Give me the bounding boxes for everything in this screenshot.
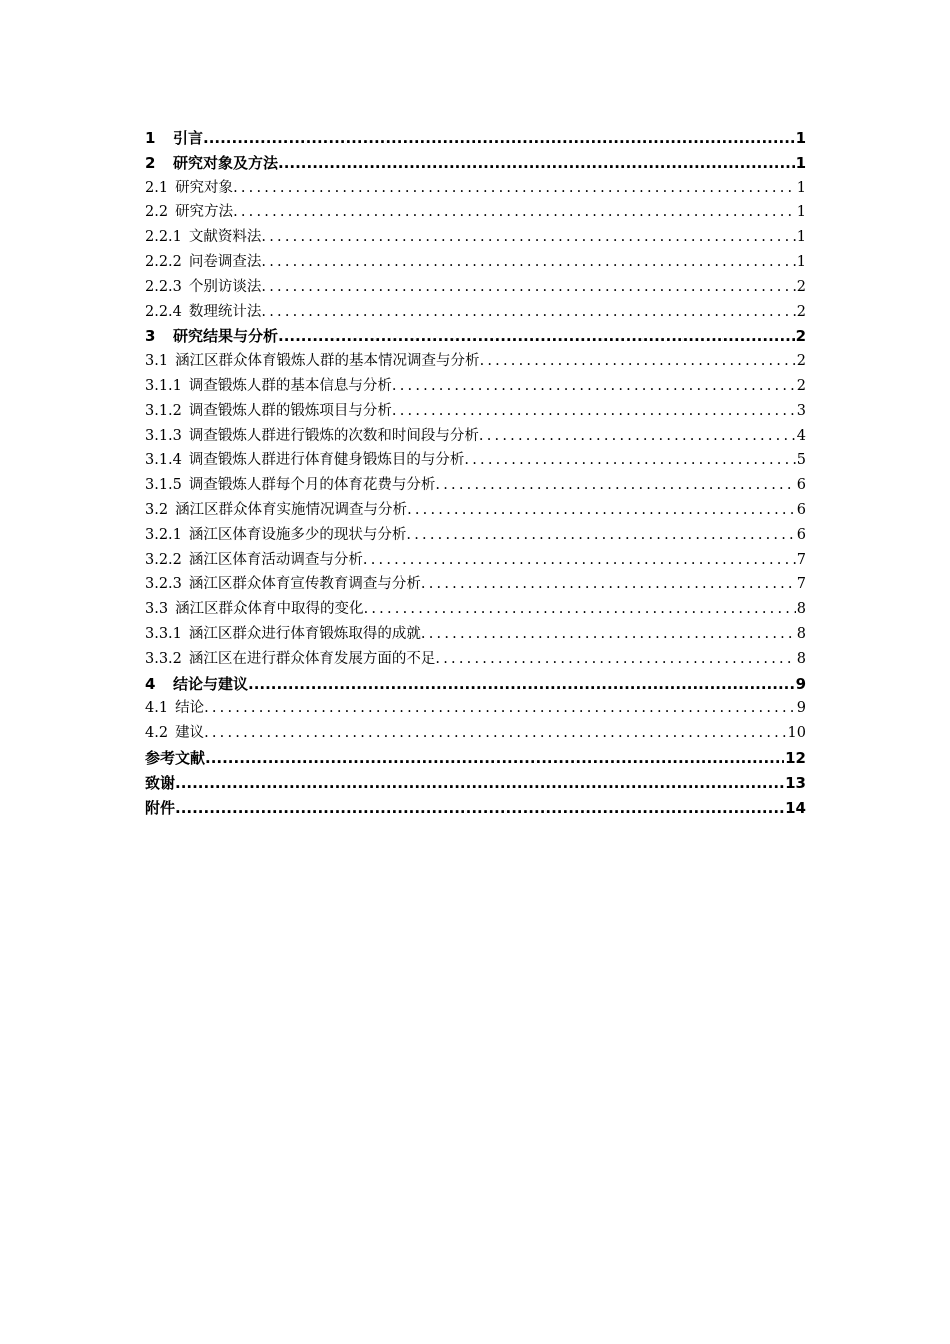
toc-entry-number: 3.3.1 xyxy=(145,625,182,642)
toc-entry-page: 9 xyxy=(795,674,806,693)
toc-entry-number: 2.2.1 xyxy=(145,229,182,246)
toc-entry-page: 1 xyxy=(795,153,806,172)
toc-entry-title: 调查锻炼人群的锻炼项目与分析 xyxy=(188,402,392,419)
toc-dot-leader xyxy=(248,672,795,697)
toc-dot-leader xyxy=(261,275,795,300)
toc-entry-page: 4 xyxy=(796,427,806,444)
toc-dot-leader xyxy=(392,374,796,399)
toc-entry-title: 研究方法 xyxy=(175,204,234,221)
toc-dot-leader xyxy=(203,126,795,151)
toc-entry-title: 调查锻炼人群进行锻炼的次数和时间段与分析 xyxy=(188,427,479,444)
toc-dot-leader xyxy=(204,721,786,746)
toc-entry-page: 13 xyxy=(785,773,806,792)
toc-entry[interactable] xyxy=(145,746,806,771)
toc-entry-number: 3.1.1 xyxy=(145,377,182,394)
toc-dot-leader xyxy=(175,796,784,821)
toc-entry-page: 9 xyxy=(796,700,806,717)
toc-entry-number: 2.1 xyxy=(145,179,169,196)
toc-dot-leader xyxy=(233,200,796,225)
toc-entry-page: 6 xyxy=(796,477,806,494)
toc-dot-leader xyxy=(407,498,796,523)
toc-entry-page: 2 xyxy=(795,327,806,346)
toc-dot-leader xyxy=(435,473,795,498)
toc-dot-leader xyxy=(479,424,796,449)
toc-entry-page: 3 xyxy=(796,402,806,419)
toc-entry-title: 结论 xyxy=(175,700,205,717)
toc-entry-number: 3.1.2 xyxy=(145,402,182,419)
toc-entry[interactable] xyxy=(145,473,806,498)
toc-entry[interactable] xyxy=(145,324,806,349)
toc-dot-leader xyxy=(278,151,795,176)
toc-dot-leader xyxy=(204,696,796,721)
toc-entry-page: 1 xyxy=(795,129,806,147)
toc-entry-number: 1 xyxy=(145,129,156,147)
toc-entry-title: 调查锻炼人群的基本信息与分析 xyxy=(188,377,392,394)
toc-dot-leader xyxy=(392,399,796,424)
toc-entry-number: 4.1 xyxy=(145,700,169,717)
toc-entry-title: 调查锻炼人群进行体育健身锻炼目的与分析 xyxy=(188,452,465,469)
toc-dot-leader xyxy=(363,548,796,573)
toc-entry[interactable] xyxy=(145,523,806,548)
toc-entry[interactable] xyxy=(145,647,806,672)
toc-entry-title: 数理统计法 xyxy=(188,303,262,320)
toc-entry-number: 2 xyxy=(145,153,156,172)
toc-entry[interactable] xyxy=(145,672,806,697)
toc-entry[interactable] xyxy=(145,424,806,449)
toc-entry-title: 涵江区群众体育锻炼人群的基本情况调查与分析 xyxy=(175,353,480,370)
toc-entry-number: 3.1 xyxy=(145,353,169,370)
toc-dot-leader xyxy=(464,448,795,473)
toc-dot-leader xyxy=(261,250,795,275)
toc-entry-number: 4.2 xyxy=(145,725,169,742)
toc-entry-page: 5 xyxy=(796,452,806,469)
toc-entry-page: 14 xyxy=(785,798,806,817)
toc-dot-leader xyxy=(435,647,795,672)
toc-entry[interactable] xyxy=(145,275,806,300)
toc-entry-page: 8 xyxy=(796,625,806,642)
toc-entry-title: 个别访谈法 xyxy=(188,278,262,295)
toc-entry-title: 附件 xyxy=(145,798,176,817)
toc-entry-page: 1 xyxy=(796,229,806,246)
toc-entry-page: 10 xyxy=(787,725,806,742)
toc-entry-number: 2.2.2 xyxy=(145,253,182,270)
toc-dot-leader xyxy=(364,597,796,622)
toc-entry[interactable] xyxy=(145,126,806,151)
toc-entry[interactable] xyxy=(145,622,806,647)
toc-entry[interactable] xyxy=(145,151,806,176)
toc-entry-page: 2 xyxy=(796,303,806,320)
toc-entry-number: 3.3 xyxy=(145,601,169,618)
toc-entry-title: 研究对象 xyxy=(175,179,234,196)
toc-entry-page: 8 xyxy=(796,601,806,618)
toc-dot-leader xyxy=(175,771,784,796)
toc-entry-page: 2 xyxy=(796,377,806,394)
toc-entry[interactable] xyxy=(145,225,806,250)
toc-entry-title: 调查锻炼人群每个月的体育花费与分析 xyxy=(188,477,436,494)
toc-dot-leader xyxy=(261,225,795,250)
toc-entry-page: 7 xyxy=(796,576,806,593)
toc-entry-page: 2 xyxy=(796,353,806,370)
toc-entry-title: 参考文献 xyxy=(145,748,206,767)
toc-entry[interactable] xyxy=(145,200,806,225)
toc-entry-number: 3.1.3 xyxy=(145,427,182,444)
toc-entry[interactable] xyxy=(145,721,806,746)
toc-dot-leader xyxy=(205,746,784,771)
toc-entry[interactable] xyxy=(145,250,806,275)
toc-entry-number: 3.2.2 xyxy=(145,551,182,568)
table-of-contents xyxy=(145,126,806,820)
toc-entry-number: 2.2.4 xyxy=(145,303,182,320)
toc-entry[interactable] xyxy=(145,300,806,325)
toc-entry-title: 致谢 xyxy=(145,773,176,792)
toc-dot-leader xyxy=(261,300,795,325)
toc-dot-leader xyxy=(421,622,796,647)
toc-entry[interactable] xyxy=(145,696,806,721)
toc-entry-title: 引言 xyxy=(173,129,204,147)
toc-entry[interactable] xyxy=(145,572,806,597)
toc-entry-title: 研究对象及方法 xyxy=(173,153,279,172)
toc-entry[interactable] xyxy=(145,448,806,473)
toc-entry-page: 1 xyxy=(796,253,806,270)
toc-entry-title: 建议 xyxy=(175,725,205,742)
toc-entry-number: 3.2 xyxy=(145,501,169,518)
toc-entry-title: 研究结果与分析 xyxy=(173,327,279,346)
toc-entry-page: 8 xyxy=(796,650,806,667)
toc-dot-leader xyxy=(278,324,795,349)
toc-entry-title: 涵江区群众进行体育锻炼取得的成就 xyxy=(188,625,421,642)
toc-entry-number: 3.3.2 xyxy=(145,650,182,667)
toc-entry[interactable] xyxy=(145,176,806,201)
toc-entry-number: 2.2 xyxy=(145,204,169,221)
toc-entry-number: 4 xyxy=(145,674,156,693)
toc-entry-title: 涵江区群众体育中取得的变化 xyxy=(175,601,364,618)
toc-entry-page: 7 xyxy=(796,551,806,568)
toc-dot-leader xyxy=(480,349,796,374)
toc-entry-page: 2 xyxy=(796,278,806,295)
toc-entry-page: 1 xyxy=(796,204,806,221)
toc-entry-title: 涵江区群众体育宣传教育调查与分析 xyxy=(188,576,421,593)
toc-entry[interactable] xyxy=(145,796,806,821)
toc-entry-page: 6 xyxy=(796,526,806,543)
toc-dot-leader xyxy=(233,176,796,201)
toc-entry-page: 12 xyxy=(785,748,806,767)
toc-entry[interactable] xyxy=(145,399,806,424)
toc-entry-title: 文献资料法 xyxy=(188,229,262,246)
toc-entry-title: 涵江区在进行群众体育发展方面的不足 xyxy=(188,650,436,667)
toc-entry-title: 结论与建议 xyxy=(173,674,249,693)
toc-dot-leader xyxy=(421,572,796,597)
toc-entry-number: 2.2.3 xyxy=(145,278,182,295)
toc-entry[interactable] xyxy=(145,771,806,796)
toc-entry-title: 涵江区体育活动调查与分析 xyxy=(188,551,363,568)
toc-dot-leader xyxy=(406,523,795,548)
toc-entry[interactable] xyxy=(145,498,806,523)
toc-entry[interactable] xyxy=(145,349,806,374)
toc-entry-number: 3 xyxy=(145,327,156,346)
toc-entry-number: 3.2.3 xyxy=(145,576,182,593)
toc-entry-number: 3.2.1 xyxy=(145,526,182,543)
toc-entry-number: 3.1.5 xyxy=(145,477,182,494)
toc-entry-title: 涵江区群众体育实施情况调查与分析 xyxy=(175,501,408,518)
toc-entry[interactable] xyxy=(145,548,806,573)
toc-entry-page: 6 xyxy=(796,501,806,518)
toc-entry-page: 1 xyxy=(796,179,806,196)
toc-entry[interactable] xyxy=(145,374,806,399)
toc-entry-title: 问卷调查法 xyxy=(188,253,262,270)
toc-entry[interactable] xyxy=(145,597,806,622)
toc-entry-number: 3.1.4 xyxy=(145,452,182,469)
toc-entry-title: 涵江区体育设施多少的现状与分析 xyxy=(188,526,407,543)
